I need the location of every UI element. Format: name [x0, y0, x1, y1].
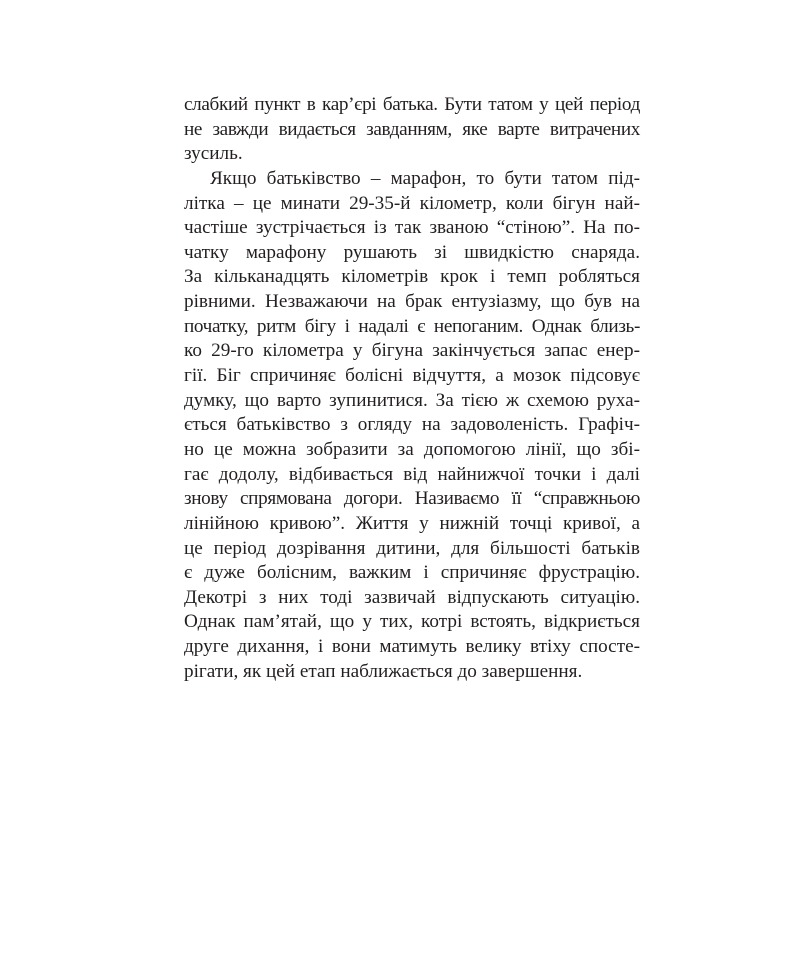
text-line: знову спрямована догори. Називаємо її “справжньою — [184, 488, 640, 510]
text-line: є дуже болісним, важким і спричиняє фрустрацію. — [184, 562, 640, 584]
text-line: літка – це минати 29-35-й кілометр, коли бігун най- — [184, 192, 640, 214]
text-line: гії. Біг спричиняє болісні відчуття, а мозок підсовує — [184, 365, 640, 387]
text-line: лінійною кривою”. Життя у нижній точці кривої, а — [184, 512, 640, 534]
text-line: не завжди видається завданням, яке варте витрачених — [184, 118, 640, 140]
text-line: початку, ритм бігу і надалі є непоганим. Однак близь- — [184, 315, 640, 337]
text-line: гає додолу, відбивається від найнижчої точки і далі — [184, 463, 640, 485]
text-line: думку, що варто зупинитися. За тією ж схемою руха- — [184, 389, 640, 411]
text-line: Однак пам’ятай, що у тих, котрі встоять, відкриється — [184, 611, 640, 633]
text-line: За кільканадцять кілометрів крок і темп робляться — [184, 266, 640, 288]
text-line: Декотрі з них тоді зазвичай відпускають ситуацію. — [184, 586, 640, 608]
book-page-text — [184, 93, 640, 684]
text-line: ється батьківство з огляду на задоволеність. Графіч- — [184, 414, 640, 436]
text-line: частіше зустрічається із так званою “стіною”. На по- — [184, 217, 640, 239]
text-line: зусиль. — [184, 143, 243, 165]
paragraph-1 — [184, 93, 640, 167]
text-line: Якщо батьківство – марафон, то бути татом під- — [210, 167, 640, 189]
text-line: це період дозрівання дитини, для більшості батьків — [184, 537, 640, 559]
text-line: рівними. Незважаючи на брак ентузіазму, що був на — [184, 291, 640, 313]
text-line: друге дихання, і вони матимуть велику втіху спосте- — [184, 636, 640, 658]
text-line: рігати, як цей етап наближається до завершення. — [184, 660, 583, 682]
paragraph-2 — [184, 167, 640, 684]
text-line: ко 29-го кілометра у бігуна закінчується запас енер- — [184, 340, 640, 362]
text-line: слабкий пункт в кар’єрі батька. Бути татом у цей період — [184, 94, 640, 115]
text-line: но це можна зобразити за допомогою лінії, що збі- — [184, 438, 640, 460]
text-line: чатку марафону рушають зі швидкістю снаряда. — [184, 241, 640, 263]
